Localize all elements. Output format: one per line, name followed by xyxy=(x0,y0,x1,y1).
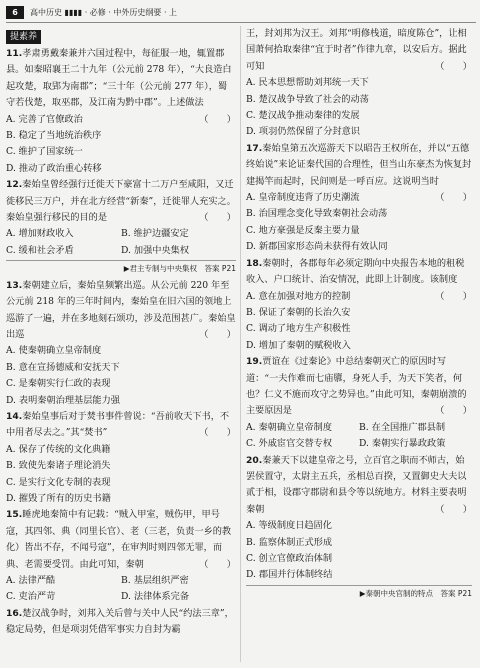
question-number: 19. xyxy=(246,356,263,368)
option[interactable]: B. 意在宣扬德威和安抚天下 xyxy=(6,361,120,373)
question-text: 秦始皇曾经强行迁徙天下豪富十二万户至咸阳，又迁徙移民三万户，并在北方经营“新秦”，迁徙罪人充实之。秦始皇强行移民的目的是 xyxy=(6,179,236,224)
answer-blank: （ ） xyxy=(199,212,236,224)
question-text: 秦兼天下以建皇帝之号，立百官之职而不师古，始罢侯置守，太尉主五兵，丞相总百揆，又置御史大夫以贰于相，设郡守郡尉和县令等以统地方。材料主要表明秦朝 xyxy=(246,454,467,515)
question-stem xyxy=(6,278,236,344)
option[interactable]: D. 摧毁了所有的历史书籍 xyxy=(6,492,111,504)
option[interactable]: D. 法律体系完备 xyxy=(121,591,190,603)
option[interactable]: A. 民本思想帮助刘邦统一天下 xyxy=(246,77,369,89)
answer-reference: ▶君主专制与中央集权 答案 P21 xyxy=(6,260,236,277)
question-text: 秦始皇事后对于焚书事件曾说：“吾前收天下书，不中用者尽去之。”其“焚书” xyxy=(6,410,230,439)
book-title: 高中历史 ▮▮▮▮ · 必修 · 中外历史纲要 · 上 xyxy=(30,8,178,17)
right-column xyxy=(246,26,472,602)
question-number: 18. xyxy=(246,257,263,269)
option[interactable]: D. 新郡国家形态尚未获得有效认同 xyxy=(246,241,388,253)
answer-blank: （ ） xyxy=(435,192,472,204)
option-row xyxy=(6,573,236,589)
option-row xyxy=(246,420,472,436)
question-text: 睡虎地秦简中有记载：“贼入甲室，贼伤甲，甲号寇，其四邻、典（同里长官）、老（三老，负责一乡的教化）皆出不存，不闻号寇”，在审判时则四邻无罪，而典、老需要受罚。由此可知，秦朝 xyxy=(6,509,232,570)
option[interactable]: D. 表明秦朝治理基层能力强 xyxy=(6,394,120,406)
option[interactable]: A. 保存了传统的文化典籍 xyxy=(6,443,111,455)
question xyxy=(6,278,236,409)
question-stem xyxy=(6,409,236,442)
question-stem xyxy=(6,507,236,573)
option[interactable]: C. 外戚宦官交替专权 xyxy=(246,438,333,450)
answer-blank: （ ） xyxy=(435,503,472,515)
question-stem xyxy=(246,26,472,75)
question-text: 孝肃勇戴秦兼并六国过程中，每征服一地，辄置郡县。如秦昭襄王二十九年（公元前 278 年），“大良造白起攻楚，取郢为南郡”；“三十年（公元前 277 年），蜀守若伐楚，取巫郡，及江南为黔中郡”。上述做法 xyxy=(6,48,232,109)
option[interactable]: A. 法律严酷 xyxy=(6,575,56,586)
question xyxy=(6,46,236,177)
option[interactable]: C. 是秦朝实行仁政的表现 xyxy=(6,378,111,390)
question-number: 20. xyxy=(246,454,263,466)
option[interactable]: C. 地方豪强是反秦主要力量 xyxy=(246,224,360,236)
option[interactable]: B. 基层组织严密 xyxy=(121,575,189,586)
option[interactable]: A. 使秦朝确立皇帝制度 xyxy=(6,345,102,357)
question xyxy=(246,26,472,141)
option[interactable]: A. 完善了官僚政治 xyxy=(6,113,83,125)
option[interactable]: A. 秦朝确立皇帝制度 xyxy=(246,421,332,433)
option[interactable]: C. 吏治严苛 xyxy=(6,591,56,603)
question-number: 12. xyxy=(6,179,23,191)
question-text: 贾谊在《过秦论》中总结秦朝灭亡的原因时写道：“一夫作难而七庙隳，身死人手，为天下笑者，何也？仁义不施而攻守之势异也。”由此可知，秦朝崩溃的主要原因是 xyxy=(246,356,467,417)
question xyxy=(246,453,472,584)
question-stem xyxy=(246,453,472,519)
option[interactable]: A. 等级制度日趋固化 xyxy=(246,520,332,532)
option[interactable]: B. 监察体制正式形成 xyxy=(246,536,333,548)
answer-blank: （ ） xyxy=(435,405,472,417)
question-text: 王，封刘邦为汉王。刘邦“明修栈道，暗度陈仓”，让相国萧何拾取秦律“宜于时者”作律九章，以安后方。据此可知 xyxy=(246,28,467,72)
answer-blank: （ ） xyxy=(199,328,236,340)
left-column xyxy=(6,26,236,639)
option[interactable]: B. 楚汉战争导致了社会的动荡 xyxy=(246,93,369,105)
page-header xyxy=(0,0,480,26)
question xyxy=(6,606,236,639)
answer-blank: （ ） xyxy=(199,427,236,439)
question xyxy=(246,256,472,354)
option[interactable]: C. 调动了地方生产积极性 xyxy=(246,323,351,335)
column-divider xyxy=(240,26,241,662)
question xyxy=(246,354,472,452)
answer-blank: （ ） xyxy=(435,290,472,302)
option[interactable]: B. 在全国推广郡县制 xyxy=(359,421,446,433)
option[interactable]: B. 治国理念变化导致秦朝社会动荡 xyxy=(246,208,388,220)
option[interactable]: B. 稳定了当地统治秩序 xyxy=(6,130,102,142)
question-number: 15. xyxy=(6,509,23,521)
answer-blank: （ ） xyxy=(199,113,236,125)
answer-blank: （ ） xyxy=(199,558,236,570)
question-stem xyxy=(6,177,236,226)
page-number: 6 xyxy=(6,6,24,19)
question xyxy=(6,177,236,259)
question-text: 楚汉战争时，刘邦入关后曾与关中人民“约法三章”，稳定局势，但是项羽凭借军事实力自封为霸 xyxy=(6,607,234,636)
option[interactable]: D. 秦朝实行暴政政策 xyxy=(359,438,446,450)
question-stem xyxy=(246,354,472,420)
question-number: 14. xyxy=(6,410,23,422)
header-rule xyxy=(6,22,476,23)
question-text: 秦朝建立后，秦始皇频繁出巡。从公元前 220 年至公元前 218 年的三年时间内，秦始皇在旧六国的领地上巡游了一遍，并在多地刻石颂功，涉及范围甚广。秦始皇出巡 xyxy=(6,279,236,340)
question-text: 秦朝时，各郡每年必须定期向中央报告本地的租税收入、户口统计、治安情况，此即上计制度。该制度 xyxy=(246,257,465,286)
question xyxy=(246,141,472,256)
option[interactable]: D. 加强中央集权 xyxy=(121,244,190,256)
option[interactable]: D. 推动了政治重心转移 xyxy=(6,162,102,174)
option[interactable]: C. 维护了国家统一 xyxy=(6,146,83,158)
question-text: 秦始皇第五次巡游天下以昭告王权所在，并以“五德终始说”来论证秦代国的合理性，但当山东豪杰为恢复封建揭竿而起时，民间则是一呼百应。这说明当时 xyxy=(246,142,472,187)
option[interactable]: B. 致使先秦诸子理论消失 xyxy=(6,460,111,472)
answer-reference: ▶秦朝中央官制的特点 答案 P21 xyxy=(246,585,472,602)
option[interactable]: A. 意在加强对地方的控制 xyxy=(246,290,351,302)
option-row xyxy=(6,226,236,242)
option-row xyxy=(246,436,472,452)
option[interactable]: D. 增加了秦朝的赋税收入 xyxy=(246,339,351,351)
option-row xyxy=(6,243,236,259)
section-tag: 提素养 xyxy=(6,30,41,44)
option[interactable]: A. 增加财政收入 xyxy=(6,228,74,240)
option[interactable]: C. 缓和社会矛盾 xyxy=(6,244,74,256)
question xyxy=(6,507,236,605)
option[interactable]: D. 郡国并行体制终结 xyxy=(246,569,333,581)
option[interactable]: C. 是实行文化专制的表现 xyxy=(6,476,111,488)
answer-blank: （ ） xyxy=(435,60,472,72)
question-number: 11. xyxy=(6,48,23,59)
question-number: 17. xyxy=(246,142,263,154)
option[interactable]: D. 项羽仍然保留了分封意识 xyxy=(246,126,360,138)
question xyxy=(6,409,236,507)
option[interactable]: B. 维护边疆安定 xyxy=(121,228,189,240)
option[interactable]: A. 皇帝制度违背了历史潮流 xyxy=(246,192,360,204)
question-number: 16. xyxy=(6,607,23,619)
question-number: 13. xyxy=(6,279,23,291)
question-stem xyxy=(6,606,236,639)
option[interactable]: B. 保证了秦朝的长治久安 xyxy=(246,306,351,318)
option[interactable]: C. 创立官僚政治体制 xyxy=(246,553,333,564)
option-row xyxy=(6,589,236,605)
option[interactable]: C. 楚汉战争推动秦律的发展 xyxy=(246,110,360,122)
